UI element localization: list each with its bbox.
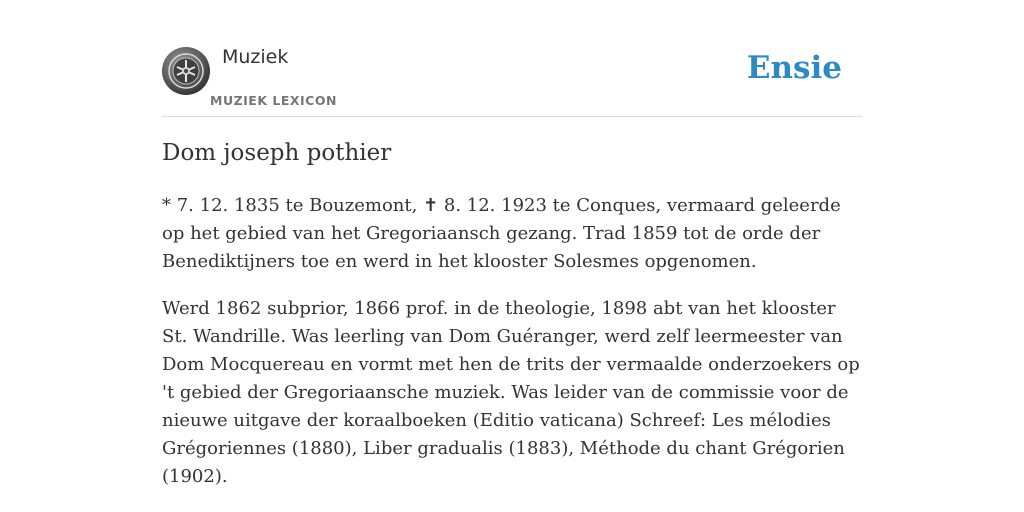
- article-title: Dom joseph pothier: [162, 140, 392, 166]
- article-paragraph: Werd 1862 subprior, 1866 prof. in de theologie, 1898 abt van het klooster St. Wandrille. Was leerling van Dom Guéranger, werd zelf leermeester van Dom Mocquereau en vormt met hen de trits der vermaalde onderzoekers op 't gebied der Gregoriaansche muziek. Was leider van de commissie voor de nieuwe uitgave der koraalboeken (Editio vaticana) Schreef: Les mélodies Grégoriennes (1880), Liber gradualis (1883), Méthode du chant Grégorien (1902).: [162, 298, 860, 487]
- source-subtitle: MUZIEK LEXICON: [210, 93, 337, 108]
- medallion-icon: [162, 47, 210, 95]
- source-name[interactable]: Muziek: [222, 46, 289, 68]
- article-header: [162, 0, 862, 117]
- brand-logo[interactable]: Ensie: [746, 50, 842, 86]
- source-avatar[interactable]: [162, 47, 210, 95]
- article-paragraph: * 7. 12. 1835 te Bouzemont, ✝ 8. 12. 1923 te Conques, vermaard geleerde op het gebied van het Gregoriaansch gezang. Trad 1859 tot de orde der Benediktijners toe en werd in het klooster Solesmes opgenomen.: [162, 195, 841, 272]
- article-card: [162, 0, 862, 487]
